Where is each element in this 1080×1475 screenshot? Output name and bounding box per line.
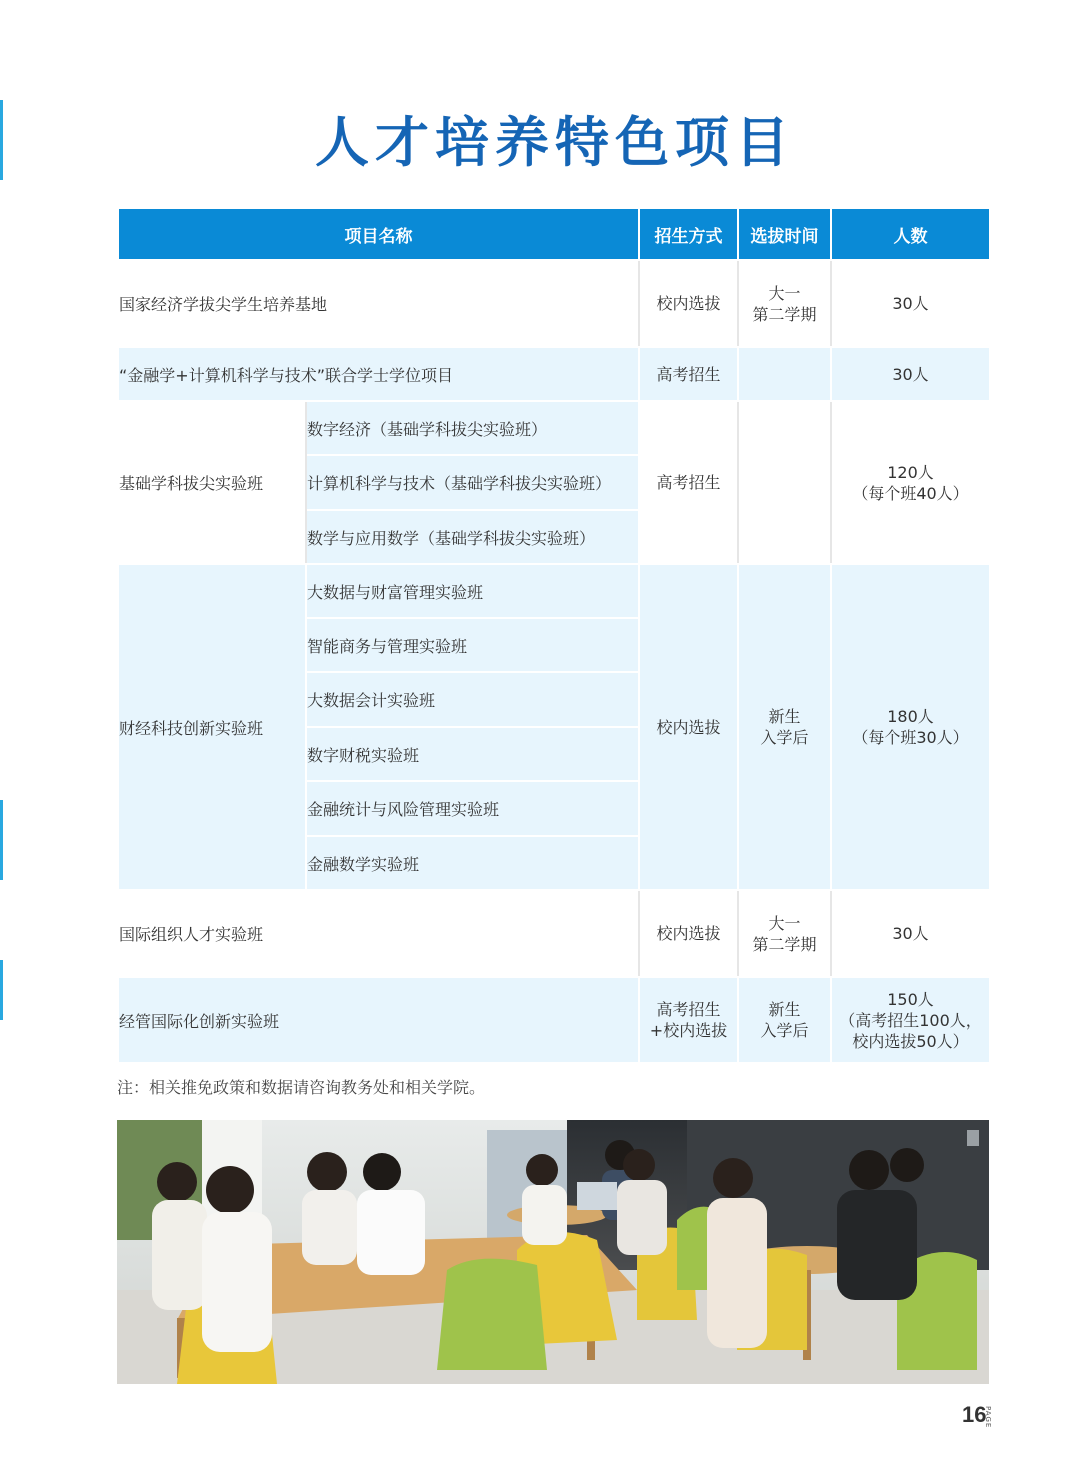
row-time-line1: 大一	[768, 913, 801, 933]
row-count-line2: （每个班30人）	[852, 728, 969, 747]
row-subclass: 数字经济（基础学科拔尖实验班）	[306, 401, 639, 455]
row-subclass: 金融数学实验班	[306, 836, 639, 890]
row-count	[831, 401, 990, 564]
side-accent-mid	[0, 800, 3, 880]
footnote: 注：相关推免政策和数据请咨询教务处和相关学院。	[117, 1078, 486, 1097]
page-title: 人才培养特色项目	[315, 110, 795, 174]
row-count: 30人	[831, 347, 990, 401]
row-count-line1: 150人	[887, 989, 934, 1009]
row-name: 经管国际化创新实验班	[118, 977, 639, 1063]
row-count-line1: 120人	[887, 462, 934, 482]
row-name: 国际组织人才实验班	[118, 890, 639, 977]
row-method: 高考招生	[639, 347, 738, 401]
header-method: 招生方式	[639, 208, 738, 260]
row-count: 30人	[831, 260, 990, 347]
row-name: 国家经济学拔尖学生培养基地	[118, 260, 639, 347]
row-name: 基础学科拔尖实验班	[118, 401, 306, 564]
row-method: 校内选拔	[639, 890, 738, 977]
page-number: 16	[962, 1402, 987, 1427]
row-method: 校内选拔	[639, 260, 738, 347]
row-time	[738, 260, 831, 347]
row-time-line2: 入学后	[760, 728, 809, 747]
program-table	[117, 207, 991, 1064]
row-time-line1: 大一	[768, 283, 801, 303]
side-accent-low	[0, 960, 3, 1020]
row-subclass: 大数据与财富管理实验班	[306, 564, 639, 618]
row-time-line1: 新生	[768, 707, 801, 726]
row-method-line2: +校内选拔	[649, 1021, 728, 1040]
table-row	[118, 890, 990, 977]
row-method: 高考招生	[639, 401, 738, 564]
row-time-line2: 第二学期	[752, 304, 817, 324]
row-subclass: 数字财税实验班	[306, 727, 639, 781]
row-time-line2: 入学后	[760, 1021, 809, 1040]
row-time	[738, 347, 831, 401]
row-count: 30人	[831, 890, 990, 977]
header-name: 项目名称	[118, 208, 639, 260]
row-count-line2: （每个班40人）	[852, 483, 969, 503]
table-row	[118, 401, 990, 455]
students-photo-illustration	[117, 1120, 989, 1384]
row-time	[738, 564, 831, 890]
students-photo	[117, 1120, 989, 1384]
table-row	[118, 977, 990, 1063]
page-label: PAGE	[984, 1406, 992, 1429]
row-count-line2: （高考招生100人，	[839, 1010, 982, 1030]
row-subclass: 金融统计与风险管理实验班	[306, 781, 639, 836]
row-time	[738, 977, 831, 1063]
row-time	[738, 401, 831, 564]
header-time: 选拔时间	[738, 208, 831, 260]
table-row	[118, 564, 990, 618]
table-row	[118, 260, 990, 347]
table-header-row	[118, 208, 990, 260]
row-time-line2: 第二学期	[752, 934, 817, 954]
row-count-line3: 校内选拔50人）	[852, 1031, 969, 1051]
table-row	[118, 347, 990, 401]
row-time-line1: 新生	[768, 1000, 801, 1019]
row-name: 财经科技创新实验班	[118, 564, 306, 890]
row-count	[831, 977, 990, 1063]
row-subclass: 大数据会计实验班	[306, 672, 639, 727]
row-method	[639, 977, 738, 1063]
row-subclass: 数学与应用数学（基础学科拔尖实验班）	[306, 510, 639, 564]
row-method: 校内选拔	[639, 564, 738, 890]
row-time	[738, 890, 831, 977]
row-subclass: 智能商务与管理实验班	[306, 618, 639, 672]
row-method-line1: 高考招生	[656, 1000, 721, 1019]
header-count: 人数	[831, 208, 990, 260]
row-count-line1: 180人	[887, 707, 934, 726]
row-subclass: 计算机科学与技术（基础学科拔尖实验班）	[306, 455, 639, 510]
row-count	[831, 564, 990, 890]
row-name: “金融学+计算机科学与技术”联合学士学位项目	[118, 347, 639, 401]
